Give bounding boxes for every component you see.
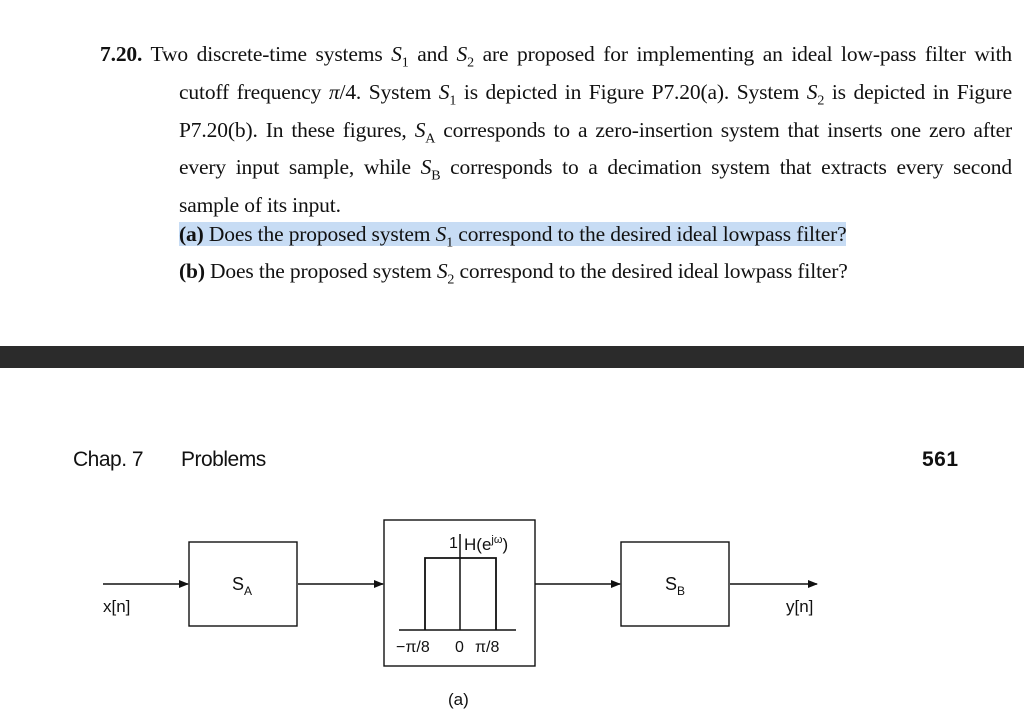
statement-text: Two discrete-time systems — [150, 42, 392, 66]
filter-gain-label: 1 — [449, 535, 458, 552]
output-label: y[n] — [786, 597, 814, 616]
chapter-label: Chap. 7 — [73, 448, 144, 471]
statement-text: corresponds to a decimation system that extracts every second sample of its input. — [179, 155, 1012, 218]
part-a[interactable] — [179, 220, 1012, 258]
system-sb-symbol: $S_B$ — [420, 155, 441, 184]
part-b-text: correspond to the desired ideal lowpass filter? — [454, 259, 848, 284]
problem-statement — [100, 40, 1012, 220]
system-s2-symbol: $S_2$ — [436, 259, 455, 288]
part-b-text: Does the proposed system — [204, 259, 437, 284]
system-s2-symbol: $S_2$ — [456, 42, 474, 71]
tick-label-neg-pi-8: −π/8 — [396, 639, 430, 656]
system-sa-symbol: $S_A$ — [414, 117, 436, 146]
system-s2-symbol: $S_2$ — [806, 79, 825, 109]
system-s1-symbol: $S_1$ — [438, 79, 457, 109]
page-divider — [0, 346, 1024, 368]
statement-text: corresponds to a zero-insertion system that inserts one zero after every input sample, while — [179, 117, 1012, 180]
block-sa-label: $S_A$ — [232, 574, 253, 598]
part-a-text: Does the proposed system — [203, 221, 436, 246]
system-s1-symbol: $S_1$ — [435, 221, 454, 250]
part-a-label: (a) — [179, 221, 204, 246]
part-b-label: (b) — [179, 259, 205, 284]
input-label: x[n] — [103, 597, 131, 616]
block-sb-label: $S_B$ — [665, 574, 686, 598]
tick-label-pi-8: π/8 — [475, 639, 500, 656]
pi-symbol: π — [328, 79, 340, 104]
tick-label-zero: 0 — [455, 639, 464, 656]
part-a-text: correspond to the desired ideal lowpass filter? — [453, 221, 847, 246]
statement-text: is depicted in Figure P7.20(a). System — [456, 79, 807, 104]
part-a-highlight[interactable] — [179, 221, 847, 250]
statement-text: is depicted in Figure P7.20(b). In these figures, — [179, 79, 1013, 142]
statement-text: are proposed for implementing an ideal low-pass filter with cutoff frequency — [179, 42, 1013, 104]
part-b — [179, 257, 1012, 295]
block-diagram — [0, 500, 1024, 725]
problem-parts — [100, 220, 1012, 296]
problem-number: 7.20. — [100, 42, 143, 66]
section-label: Problems — [181, 448, 266, 471]
statement-text: /4. System — [339, 79, 439, 104]
figure-caption: (a) — [448, 690, 469, 709]
filter-response-label: $H(e^{j\omega})$ — [464, 534, 509, 554]
system-s1-symbol: $S_1$ — [391, 42, 409, 71]
page-number: 561 — [922, 448, 959, 471]
problem-7-20 — [100, 40, 1012, 295]
statement-text: and — [408, 42, 457, 66]
